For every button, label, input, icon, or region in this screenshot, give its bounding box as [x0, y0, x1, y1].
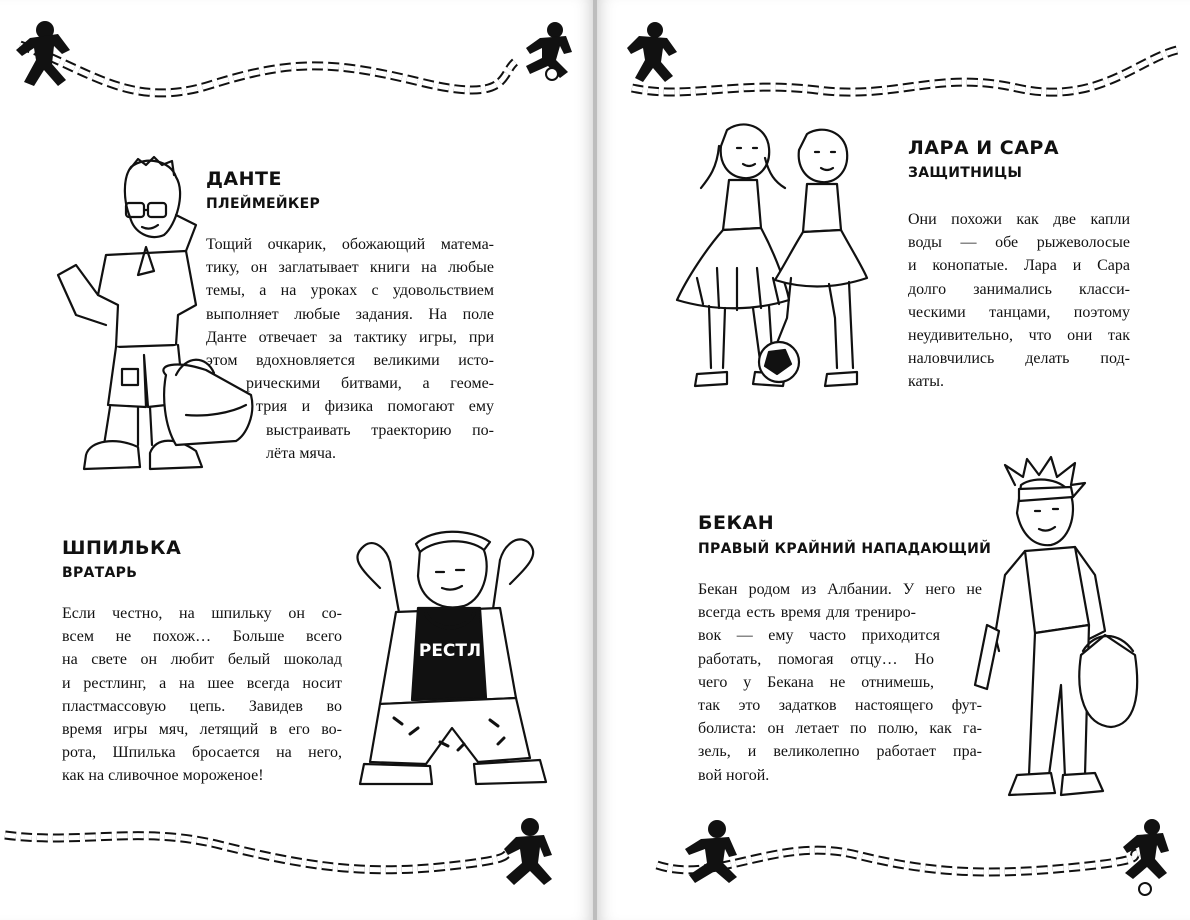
bekan-text-line: зель, и великолепно работает пра- [698, 743, 982, 761]
dante-text-line: трия и физика помогают ему [256, 398, 494, 416]
dante-text-line: этом вдохновляется великими исто- [206, 352, 494, 370]
dante-description [206, 233, 494, 465]
dante-text-line: лёта мяча. [266, 444, 337, 462]
bottom-decorative-border [0, 805, 593, 915]
lara-sara-text-line: воды — обе рыжеволосые [908, 234, 1130, 252]
shpilka-shirt-text: РЕСТЛ [418, 641, 482, 661]
shpilka-text-line: на свете он любит белый шоколад [62, 651, 342, 669]
dante-text-line: тику, он заглатывает книги на любые [206, 259, 494, 277]
lara-sara-text-line: наловчились делать под- [908, 350, 1130, 368]
shpilka-text-line: пластмассовую цепь. Завидев во [62, 697, 342, 715]
bekan-description [698, 578, 982, 787]
bekan-text-line: Бекан родом из Албании. У него не [698, 581, 982, 598]
lara-sara-text-line: ческими танцами, поэтому [908, 303, 1130, 321]
bekan-text-line: вой ногой. [698, 766, 770, 784]
bekan-text-line: работать, помогая отцу… Но [698, 650, 934, 668]
shpilka-role: ВРАТАРЬ [62, 565, 138, 581]
shpilka-text-line: и рестлинг, а на шее всегда носит [62, 674, 342, 692]
lara-sara-text-line: неудивительно, что они так [908, 327, 1130, 345]
lara-and-sara-illustration [657, 118, 887, 398]
dante-text-line: темы, а на уроках с удовольствием [206, 282, 494, 300]
lara-sara-text-line: долго занимались класси- [908, 280, 1130, 298]
bekan-illustration [965, 455, 1145, 805]
top-decorative-border [0, 0, 593, 110]
lara-sara-description [908, 208, 1130, 394]
dante-text-line: выстраивать траекторию по- [266, 421, 494, 439]
lara-sara-text-line: каты. [908, 373, 944, 391]
bekan-text-line: чего у Бекана не отнимешь, [698, 673, 934, 691]
kicking-player-silhouette-icon [526, 22, 572, 80]
dante-text-line: рическими битвами, а геоме- [246, 375, 494, 393]
lara-sara-name: ЛАРА И САРА [908, 137, 1060, 159]
bekan-text-line: болиста: он летает по полю, как га- [698, 720, 982, 738]
dante-role: ПЛЕЙМЕЙКЕР [206, 196, 321, 212]
kicking-player-silhouette-icon [504, 818, 552, 885]
running-player-silhouette-icon [627, 22, 677, 82]
running-player-silhouette-icon [1123, 819, 1169, 895]
sprinting-player-silhouette-icon [685, 820, 737, 883]
lara-sara-role: ЗАЩИТНИЦЫ [908, 165, 1023, 181]
dante-name: ДАНТЕ [206, 168, 282, 190]
bekan-text-line: вок — ему часто приходится [698, 627, 940, 645]
running-player-silhouette-icon [16, 21, 70, 86]
left-page [0, 0, 593, 920]
shpilka-text-line: как на сливочное мороженое! [62, 767, 264, 785]
shpilka-description [62, 602, 342, 788]
lara-sara-text-line: Они похожи как две капли [908, 211, 1130, 228]
lara-sara-text-line: и конопатые. Лара и Сара [908, 257, 1130, 275]
bottom-decorative-border [597, 805, 1190, 915]
bekan-text-line: так это задатков настоящего фут- [698, 697, 982, 715]
dante-text-line: выполняет любые задания. На поле [206, 305, 494, 323]
bekan-role: ПРАВЫЙ КРАЙНИЙ НАПАДАЮЩИЙ [698, 541, 992, 557]
shpilka-text-line: время игры мяч, летящий в его во- [62, 721, 342, 739]
shpilka-illustration [340, 528, 555, 790]
shpilka-text-line: всем не похож… Больше всего [62, 628, 342, 646]
bekan-name: БЕКАН [698, 512, 775, 534]
shpilka-text-line: Если честно, на шпильку он со- [62, 605, 342, 622]
shpilka-name: ШПИЛЬКА [62, 537, 182, 559]
top-decorative-border [597, 0, 1190, 110]
shpilka-text-line: рота, Шпилька бросается на него, [62, 744, 342, 762]
dante-text-line: Тощий очкарик, обожающий матема- [206, 236, 494, 253]
right-page [597, 0, 1190, 920]
dante-text-line: Данте отвечает за тактику игры, при [206, 328, 494, 346]
bekan-text-line: всегда есть время для трениро- [698, 604, 916, 622]
